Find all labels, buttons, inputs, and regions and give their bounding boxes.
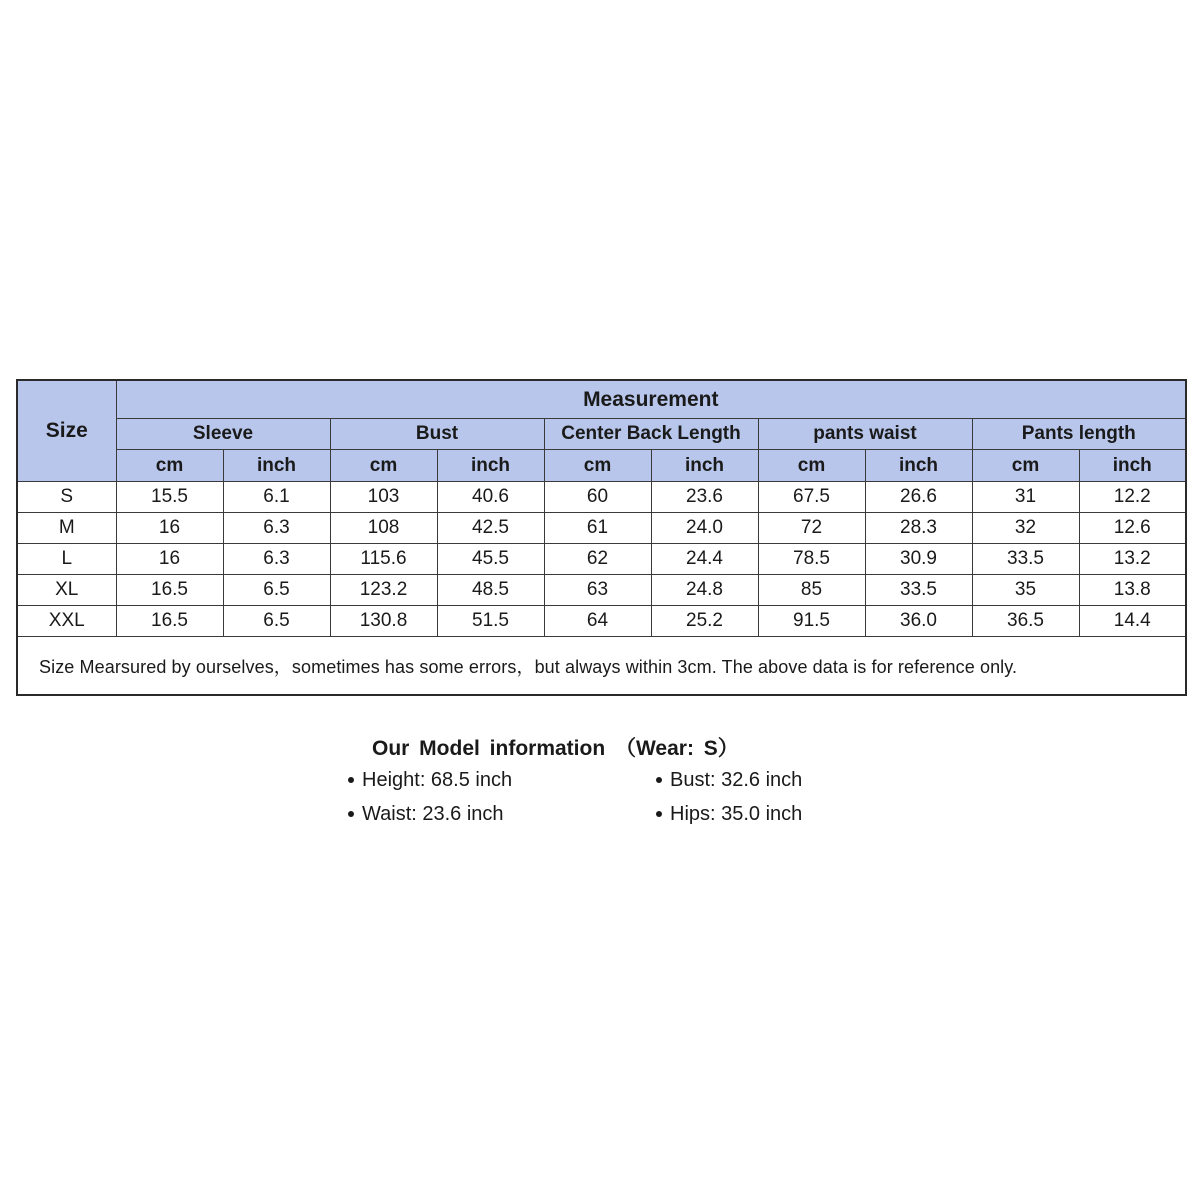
unit-header: cm	[330, 450, 437, 482]
table-cell: 28.3	[865, 513, 972, 544]
size-label: S	[17, 482, 116, 513]
table-cell: 130.8	[330, 606, 437, 637]
size-label: XXL	[17, 606, 116, 637]
unit-header: cm	[544, 450, 651, 482]
table-cell: 15.5	[116, 482, 223, 513]
table-cell: 35	[972, 575, 1079, 606]
table-cell: 13.2	[1079, 544, 1186, 575]
table-cell: 16.5	[116, 606, 223, 637]
table-cell: 103	[330, 482, 437, 513]
table-cell: 16.5	[116, 575, 223, 606]
bullet-icon	[348, 777, 354, 783]
table-cell: 16	[116, 544, 223, 575]
table-cell: 26.6	[865, 482, 972, 513]
table-cell: 16	[116, 513, 223, 544]
table-cell: 64	[544, 606, 651, 637]
unit-header: inch	[651, 450, 758, 482]
table-cell: 6.5	[223, 606, 330, 637]
table-cell: 31	[972, 482, 1079, 513]
table-cell: 6.1	[223, 482, 330, 513]
table-cell: 30.9	[865, 544, 972, 575]
table-cell: 42.5	[437, 513, 544, 544]
table-row	[17, 482, 1186, 513]
table-cell: 51.5	[437, 606, 544, 637]
table-cell: 91.5	[758, 606, 865, 637]
table-cell: 108	[330, 513, 437, 544]
size-label: XL	[17, 575, 116, 606]
model-waist	[345, 799, 653, 829]
table-cell: 72	[758, 513, 865, 544]
model-information	[345, 733, 865, 829]
model-height	[345, 765, 653, 795]
model-hips-text: Hips: 35.0 inch	[670, 803, 803, 825]
table-cell: 85	[758, 575, 865, 606]
bullet-icon	[348, 811, 354, 817]
table-row	[17, 544, 1186, 575]
table-cell: 67.5	[758, 482, 865, 513]
table-cell: 33.5	[865, 575, 972, 606]
table-cell: 23.6	[651, 482, 758, 513]
table-cell: 33.5	[972, 544, 1079, 575]
table-cell: 6.5	[223, 575, 330, 606]
bullet-icon	[656, 811, 662, 817]
unit-header: inch	[437, 450, 544, 482]
table-cell: 13.8	[1079, 575, 1186, 606]
model-waist-text: Waist: 23.6 inch	[362, 803, 504, 825]
table-cell: 6.3	[223, 544, 330, 575]
table-cell: 115.6	[330, 544, 437, 575]
table-cell: 60	[544, 482, 651, 513]
table-cell: 14.4	[1079, 606, 1186, 637]
table-cell: 78.5	[758, 544, 865, 575]
group-header-center-back-length: Center Back Length	[544, 419, 758, 450]
table-cell: 36.5	[972, 606, 1079, 637]
model-info-title: Our Model information （Wear: S）	[372, 737, 739, 760]
size-column-header: Size	[17, 380, 116, 482]
table-cell: 24.8	[651, 575, 758, 606]
unit-header: inch	[865, 450, 972, 482]
table-cell: 25.2	[651, 606, 758, 637]
size-label: L	[17, 544, 116, 575]
table-row	[17, 513, 1186, 544]
table-cell: 12.2	[1079, 482, 1186, 513]
size-label: M	[17, 513, 116, 544]
unit-header: cm	[758, 450, 865, 482]
model-hips	[653, 799, 863, 829]
table-cell: 63	[544, 575, 651, 606]
measurement-header: Measurement	[116, 380, 1186, 419]
table-cell: 12.6	[1079, 513, 1186, 544]
model-bust-text: Bust: 32.6 inch	[670, 769, 803, 791]
group-header-bust: Bust	[330, 419, 544, 450]
table-cell: 61	[544, 513, 651, 544]
bullet-icon	[656, 777, 662, 783]
table-cell: 24.0	[651, 513, 758, 544]
group-header-pants-waist: pants waist	[758, 419, 972, 450]
group-header-sleeve: Sleeve	[116, 419, 330, 450]
unit-header: inch	[1079, 450, 1186, 482]
size-chart-table	[16, 379, 1187, 696]
unit-header: cm	[116, 450, 223, 482]
table-cell: 6.3	[223, 513, 330, 544]
table-cell: 45.5	[437, 544, 544, 575]
table-cell: 40.6	[437, 482, 544, 513]
group-header-pants-length: Pants length	[972, 419, 1186, 450]
table-cell: 32	[972, 513, 1079, 544]
table-row	[17, 575, 1186, 606]
unit-header: inch	[223, 450, 330, 482]
model-bust	[653, 765, 863, 795]
table-cell: 48.5	[437, 575, 544, 606]
table-cell: 62	[544, 544, 651, 575]
table-row	[17, 606, 1186, 637]
model-height-text: Height: 68.5 inch	[362, 769, 513, 791]
table-cell: 123.2	[330, 575, 437, 606]
table-cell: 24.4	[651, 544, 758, 575]
measurement-note: Size Mearsured by ourselves，sometimes has some errors，but always within 3cm. The above data is for reference only.	[17, 637, 1186, 696]
table-cell: 36.0	[865, 606, 972, 637]
unit-header: cm	[972, 450, 1079, 482]
